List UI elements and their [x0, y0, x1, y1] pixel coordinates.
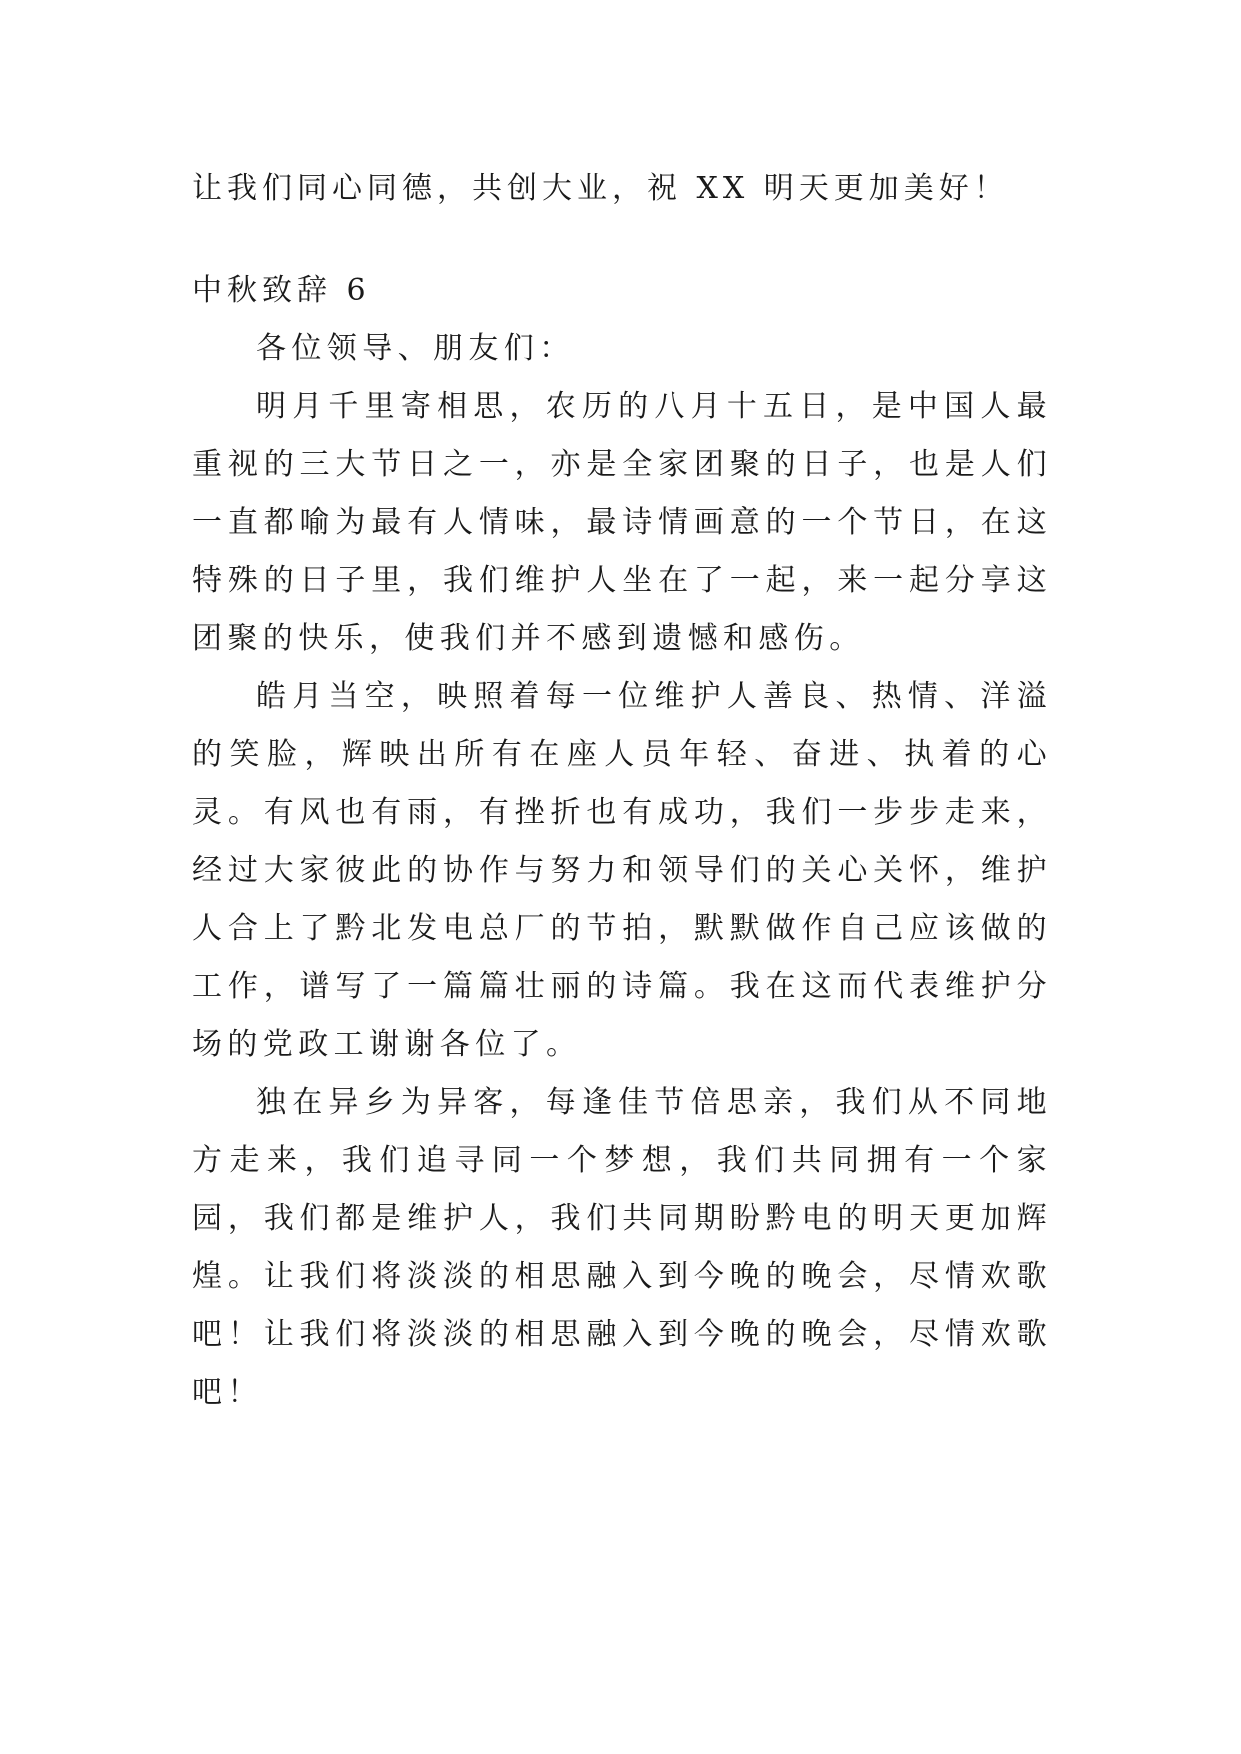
salutation: 各位领导、朋友们：	[256, 331, 575, 366]
closing-line: 让我们同心同德，共创大业，祝 XX 明天更加美好！	[192, 171, 1009, 206]
document-body	[192, 160, 1052, 1422]
paragraph-2: 皓月当空，映照着每一位维护人善良、热情、洋溢的笑脸，辉映出所有在座人员年轻、奋进、执着的心灵。有风也有雨，有挫折也有成功，我们一步步走来，经过大家彼此的协作与努力和领导们的关心关怀，维护人合上了黔北发电总厂的节拍，默默做作自己应该做的工作，谱写了一篇篇壮丽的诗篇。我在这而代表维护分场的党政工谢谢各位了。	[192, 679, 1052, 1062]
section-title: 中秋致辞 6	[192, 273, 371, 308]
paragraph-1: 明月千里寄相思，农历的八月十五日，是中国人最重视的三大节日之一，亦是全家团聚的日子，也是人们一直都喻为最有人情味，最诗情画意的一个节日，在这特殊的日子里，我们维护人坐在了一起，来一起分享这团聚的快乐，使我们并不感到遗憾和感伤。	[192, 389, 1052, 656]
paragraph-3: 独在异乡为异客，每逢佳节倍思亲，我们从不同地方走来，我们追寻同一个梦想，我们共同拥有一个家园，我们都是维护人，我们共同期盼黔电的明天更加辉煌。让我们将淡淡的相思融入到今晚的晚会，尽情欢歌吧！让我们将淡淡的相思融入到今晚的晚会，尽情欢歌吧！	[192, 1085, 1052, 1410]
